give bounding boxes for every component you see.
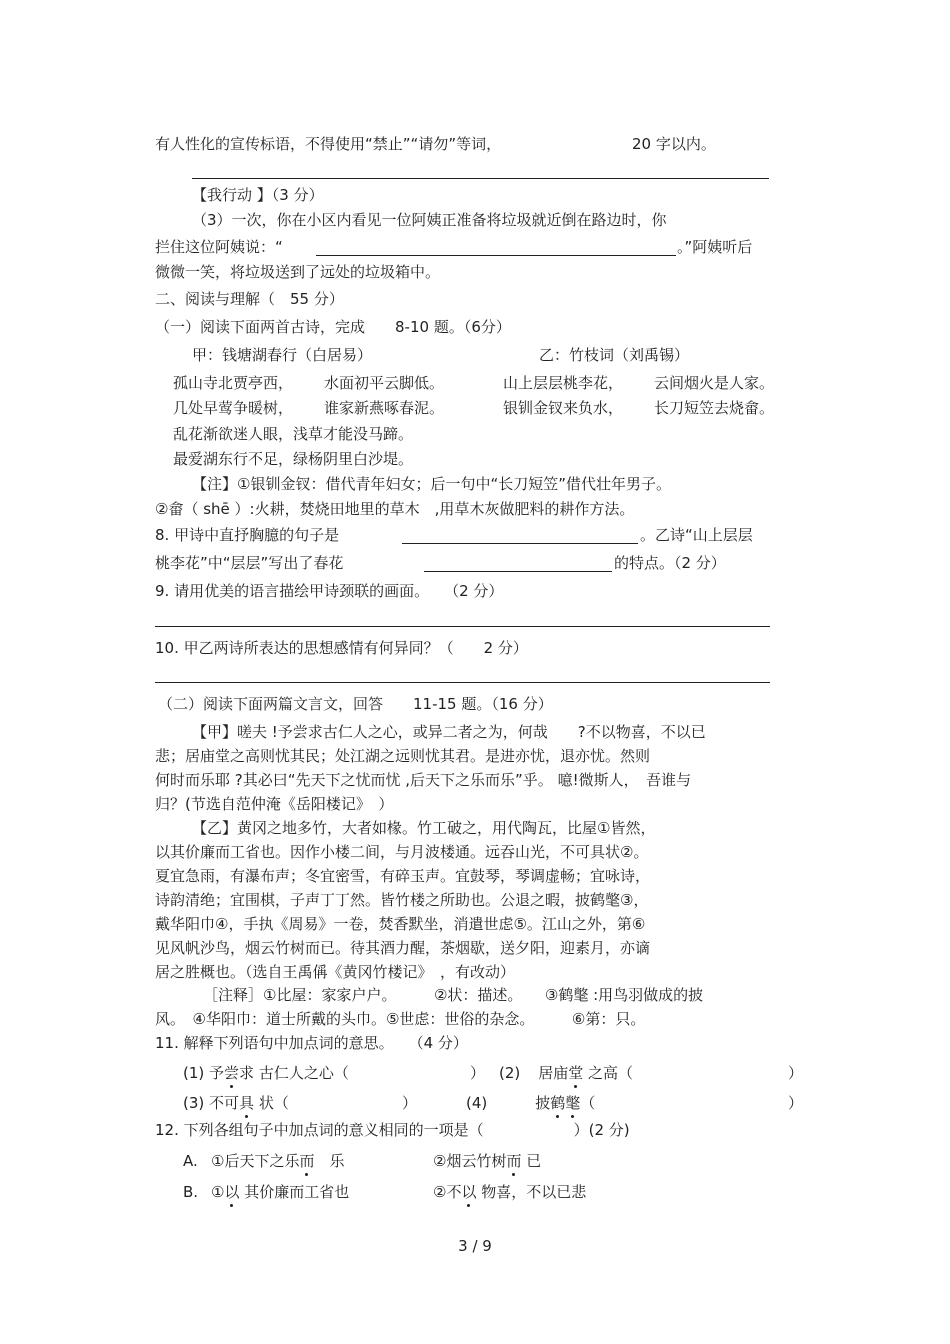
note-line: 风。 ④华阳巾：道士所戴的头巾。⑤世虑：世俗的杂念。 ⑥第：只。 [155,1010,646,1028]
poem-title: 乙：竹枝词（刘禹锡） [539,346,690,364]
poem-line: 谁家新燕啄春泥。 [324,399,445,417]
answer-line [155,682,770,683]
emphasis-char: 以 [461,1183,477,1201]
option-b-sentence-2: ②不以 物喜，不以已悲 [433,1183,587,1201]
emphasis-char: 而 [506,1152,522,1170]
question-8: 桃李花”中“层层”写出了春花 [155,554,344,572]
text-line: 有人性化的宣传标语，不得使用“禁止”“请勿”等词， [155,135,502,153]
question-11: 11. 解释下列语句中加点词的意思。 （4 分） [155,1034,468,1052]
passage-line: 戴华阳巾④，手执《周易》一卷，焚香默坐，消遣世虑⑤。江山之外，第⑥ [155,915,646,933]
poem-line: 银钏金钗来负水， [503,399,624,417]
question-8: 8. 甲诗中直抒胸臆的句子是 [155,526,340,544]
section-heading: （二）阅读下面两篇文言文，回答 11-15 题。（16 分） [158,695,553,713]
section-heading: 二、阅读与理解（ 55 分） [155,290,344,308]
poem-line: 几处早莺争暖树， [173,399,294,417]
answer-line [402,543,638,544]
option-a-label: A. [183,1152,198,1170]
poem-title: 甲：钱塘湖春行（白居易） [192,346,373,364]
question-8: 的特点。（2 分） [614,554,726,572]
emphasis-char: 氅 [565,1094,581,1112]
section-heading: 【我行动 】（3 分） [192,186,324,204]
poem-line: 水面初平云脚低。 [324,374,445,392]
poem-line: 云间烟火是人家。 [654,374,775,392]
option-b-label: B. [183,1183,199,1201]
option-a-sentence-1: ①后天下之乐而 乐 [211,1152,345,1170]
passage-line: 以其价廉而工省也。因作小楼二间，与月波楼通。远吞山光，不可具状②。 [155,843,649,861]
question-10: 10. 甲乙两诗所表达的思想感情有何异同？（ 2 分） [155,639,528,657]
option-a-sentence-2: ②烟云竹树而 已 [433,1152,542,1170]
emphasis-char: 鹤 [550,1094,566,1112]
emphasis-char: 尝 [224,1064,240,1082]
passage-line: 夏宜急雨，有瀑布声；冬宜密雪，有碎玉声。宜鼓琴，琴调虚畅；宜咏诗， [155,867,651,885]
poem-line: 山上层层桃李花， [503,374,624,392]
q11-item-4: (4) 披鹤氅（ [466,1094,596,1112]
question-9: 9. 请用优美的语言描绘甲诗颈联的画面。 （2 分） [155,582,504,600]
text-line: （3）一次，你在小区内看见一位阿姨正准备将垃圾就近倒在路边时，你 [192,211,667,229]
passage-line: 见风帆沙鸟，烟云竹树而已。待其酒力醒，茶烟歇，送夕阳，迎素月，亦谪 [155,939,651,957]
question-12: 12. 下列各组句子中加点词的意义相同的一项是（ ）(2 分) [155,1121,630,1139]
passage-line: 居之胜概也。（选自王禹偁《黄冈竹楼记》 ，有改动） [155,963,516,981]
emphasis-char: 以 [224,1183,240,1201]
passage-line: 归？(节选自范仲淹《岳阳楼记》 ） [155,795,394,813]
emphasis-char: 具 [239,1094,255,1112]
q11-bracket: ） [788,1064,804,1082]
poem-line: 乱花渐欲迷人眼，浅草才能没马蹄。 [173,425,414,443]
question-8: 。乙诗“山上层层 [640,526,753,544]
text-line: 拦住这位阿姨说：“ [155,238,283,256]
note-line: 【注】①银钏金钗：借代青年妇女；后一句中“长刀短笠”借代壮年男子。 [192,475,671,493]
poem-line: 最爱湖东行不足，绿杨阴里白沙堤。 [173,450,414,468]
answer-line [424,571,612,572]
q11-item-3: (3) 不可具 状（ [183,1094,289,1112]
note-line: ［注释］①比屋：家家户户。 ②状：描述。 ③鹤氅 :用鸟羽做成的披 [203,986,704,1004]
passage-line: 【乙】黄冈之地多竹，大者如椽。竹工破之，用代陶瓦，比屋①皆然， [192,819,656,837]
answer-line [192,178,769,179]
passage-line: 诗韵清绝；宜围棋，子声丁丁然。皆竹楼之所助也。公退之暇，披鹤氅③， [155,891,649,909]
q11-bracket: ） [788,1094,804,1112]
text-line: 微微一笑，将垃圾送到了远处的垃圾箱中。 [155,263,441,281]
note-line: ②畲（ shē ）:火耕，焚烧田地里的草木 ,用草木灰做肥料的耕作方法。 [155,500,635,518]
poem-line: 孤山寺北贾亭西， [173,374,294,392]
answer-line [316,255,676,256]
answer-line [155,626,770,627]
poem-line: 长刀短笠去烧畲。 [654,399,775,417]
passage-line: 【甲】嗟夫 !予尝求古仁人之心，或异二者之为，何哉 ?不以物喜，不以已 [192,723,706,741]
q11-item-2: (2) 居庙堂 之高（ [499,1064,634,1082]
text-line: 20 字以内。 [632,135,716,153]
passage-line: 何时而乐耶 ?其必曰“先天下之忧而忧 ,后天下之乐而乐”乎。 噫!微斯人， 吾谁与 [155,771,692,789]
q11-item-1: (1) 予尝求 古仁人之心（ [183,1064,349,1082]
emphasis-char: 堂 [568,1064,584,1082]
text-line: 。”阿姨听后 [677,238,753,256]
page-number: 3 / 9 [458,1237,492,1255]
emphasis-char: 而 [299,1152,315,1170]
q11-bracket: ） [470,1064,486,1082]
q11-bracket: ） [402,1094,418,1112]
option-b-sentence-1: ①以 其价廉而工省也 [211,1183,350,1201]
passage-line: 悲；居庙堂之高则忧其民；处江湖之远则忧其君。是进亦忧，退亦忧。然则 [155,747,651,765]
section-heading: （一）阅读下面两首古诗，完成 8-10 题。（6分） [155,318,511,336]
